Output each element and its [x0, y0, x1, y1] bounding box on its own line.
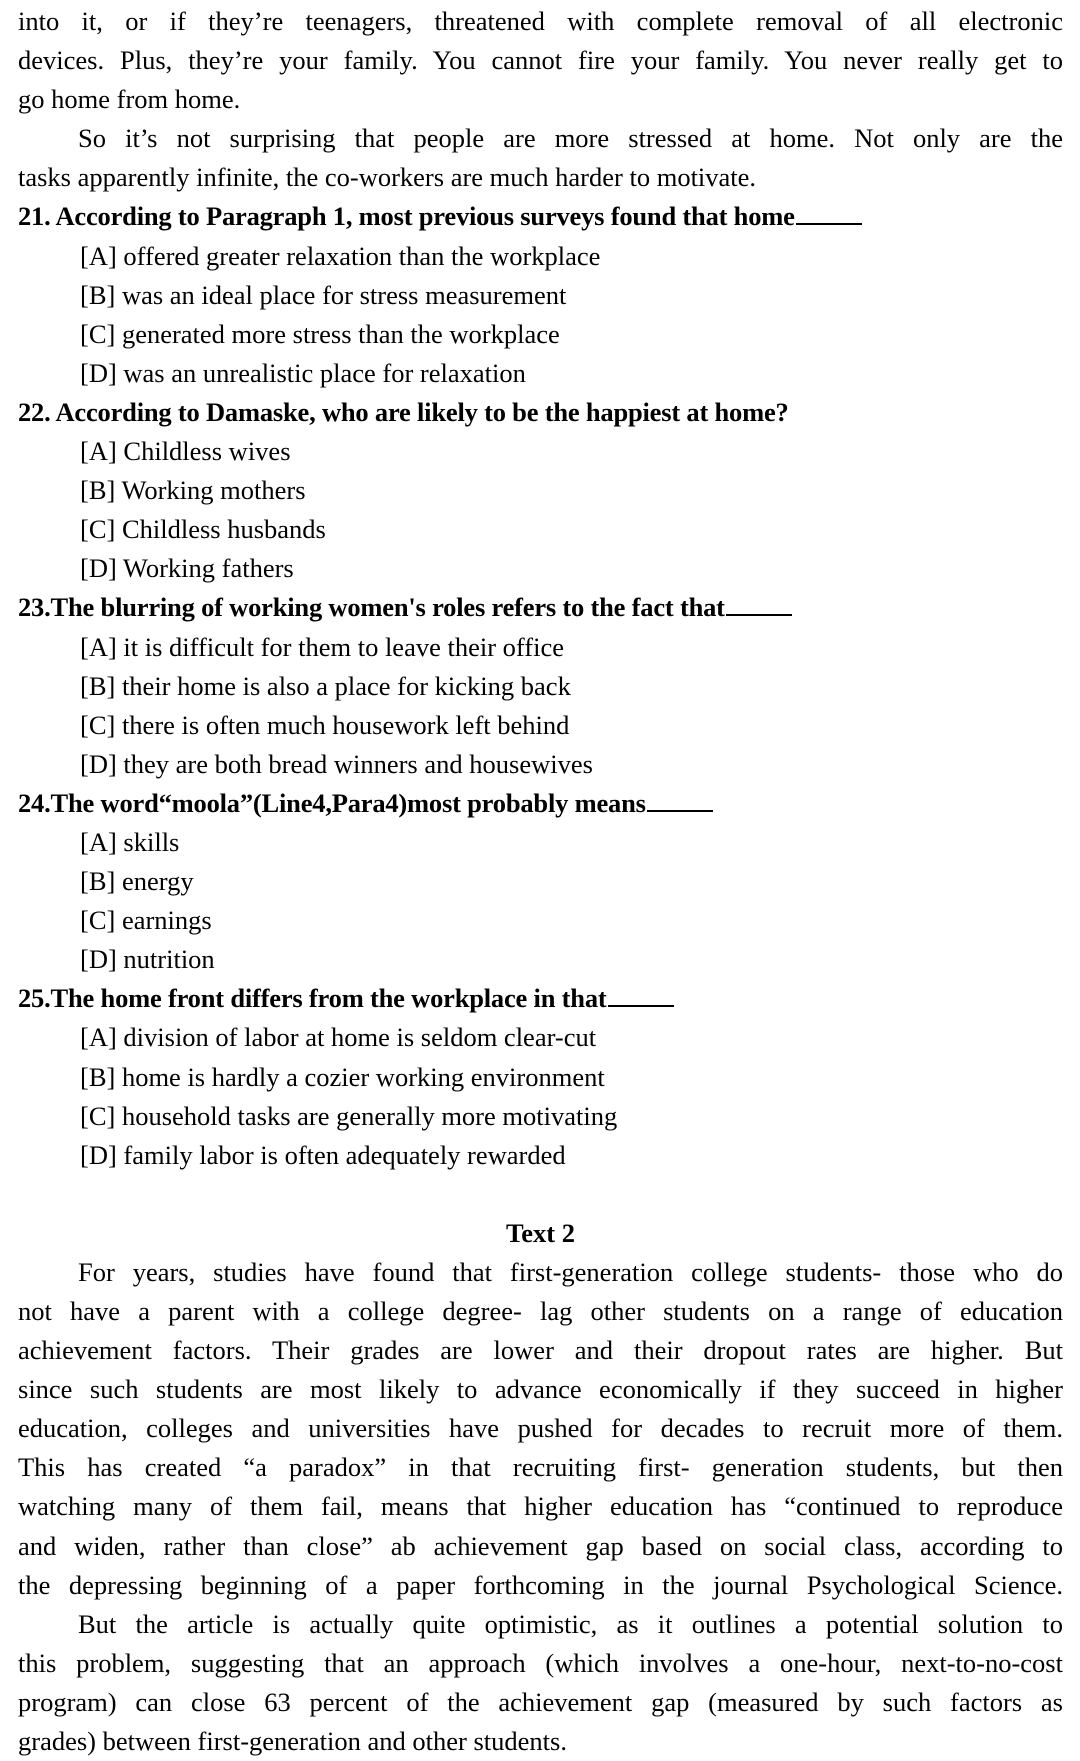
text1-paragraph-tail: [18, 2, 1068, 119]
option-b: [B] their home is also a place for kicking back: [80, 670, 571, 701]
option-c: [C] generated more stress than the workplace: [80, 318, 560, 349]
option-b: [B] energy: [80, 866, 194, 897]
text-line: But the article is actually quite optimistic, as it outlines a potential solution to: [78, 1608, 1063, 1639]
text-line: program) can close 63 percent of the achievement gap (measured by such factors as: [18, 1686, 1063, 1717]
text-line: not have a parent with a college degree- lag other students on a range of education: [18, 1296, 1063, 1326]
answer-blank: [608, 979, 674, 1007]
question-stem: 23.The blurring of working women's roles refers to the fact that: [18, 588, 1068, 627]
option-a: [A] offered greater relaxation than the workplace: [80, 240, 601, 271]
text-line: since such students are most likely to advance economically if they succeed in higher: [18, 1374, 1063, 1405]
text1-paragraph-final: [18, 119, 1068, 197]
option-b: [B] Working mothers: [80, 475, 306, 506]
option-b: [B] home is hardly a cozier working environment: [80, 1061, 605, 1092]
option-d: [D] they are both bread winners and housewives: [80, 748, 593, 779]
question-stem: 25.The home front differs from the workplace in that: [18, 979, 1068, 1018]
answer-blank: [647, 784, 713, 812]
question-24: [18, 784, 1068, 979]
option-a: [A] Childless wives: [80, 436, 291, 467]
exam-page: [18, 2, 1068, 1761]
text-line: this problem, suggesting that an approach (which involves a one-hour, next-to-no-cost: [18, 1647, 1063, 1678]
section-spacer: [18, 1175, 1068, 1214]
question-stem: 24.The word“moola”(Line4,Para4)most probably means: [18, 784, 1068, 823]
question-22: [18, 393, 1068, 588]
text-line: achievement factors. Their grades are lower and their dropout rates are higher. But: [18, 1335, 1063, 1366]
question-21: [18, 197, 1068, 392]
option-a: [A] division of labor at home is seldom clear-cut: [80, 1022, 597, 1053]
text2-paragraph-2: [18, 1605, 1068, 1761]
option-a: [A] it is difficult for them to leave their office: [80, 631, 564, 662]
text-line: tasks apparently infinite, the co-workers are much harder to motivate.: [18, 162, 757, 193]
option-c: [C] Childless husbands: [80, 514, 326, 545]
option-c: [C] there is often much housework left behind: [80, 709, 570, 740]
option-c: [C] earnings: [80, 905, 212, 936]
option-d: [D] was an unrealistic place for relaxation: [80, 357, 526, 388]
text-line: into it, or if they’re teenagers, threatened with complete removal of all electronic: [18, 6, 1063, 36]
text-line: education, colleges and universities have pushed for decades to recruit more of them.: [18, 1413, 1063, 1444]
text-line: and widen, rather than close” ab achievement gap based on social class, according to: [18, 1530, 1063, 1561]
section-title: Text 2: [506, 1217, 575, 1248]
text-line: go home from home.: [18, 84, 241, 115]
option-c: [C] household tasks are generally more motivating: [80, 1100, 618, 1131]
text-line: grades) between first-generation and other students.: [18, 1726, 567, 1757]
option-d: [D] nutrition: [80, 944, 215, 975]
answer-blank: [726, 588, 792, 616]
answer-blank: [796, 197, 862, 225]
text-line: This has created “a paradox” in that recruiting first- generation students, but then: [18, 1452, 1063, 1483]
question-25: [18, 979, 1068, 1174]
question-23: [18, 588, 1068, 783]
option-a: [A] skills: [80, 826, 180, 857]
option-d: [D] Working fathers: [80, 553, 294, 584]
text2-section: [18, 1214, 1068, 1761]
text2-paragraph-1: [18, 1253, 1068, 1605]
option-b: [B] was an ideal place for stress measurement: [80, 279, 567, 310]
text-line: the depressing beginning of a paper forthcoming in the journal Psychological Science.: [18, 1569, 1063, 1600]
text-line: For years, studies have found that first-generation college students- those who do: [78, 1256, 1063, 1287]
question-stem: 22. According to Damaske, who are likely to be the happiest at home?: [18, 396, 789, 427]
option-d: [D] family labor is often adequately rewarded: [80, 1139, 566, 1170]
text-line: watching many of them fail, means that higher education has “continued to reproduce: [18, 1491, 1063, 1522]
text-line: devices. Plus, they’re your family. You cannot fire your family. You never really get to: [18, 45, 1063, 76]
question-stem: 21. According to Paragraph 1, most previous surveys found that home: [18, 197, 1068, 236]
text-line: So it’s not surprising that people are more stressed at home. Not only are the: [78, 123, 1063, 154]
